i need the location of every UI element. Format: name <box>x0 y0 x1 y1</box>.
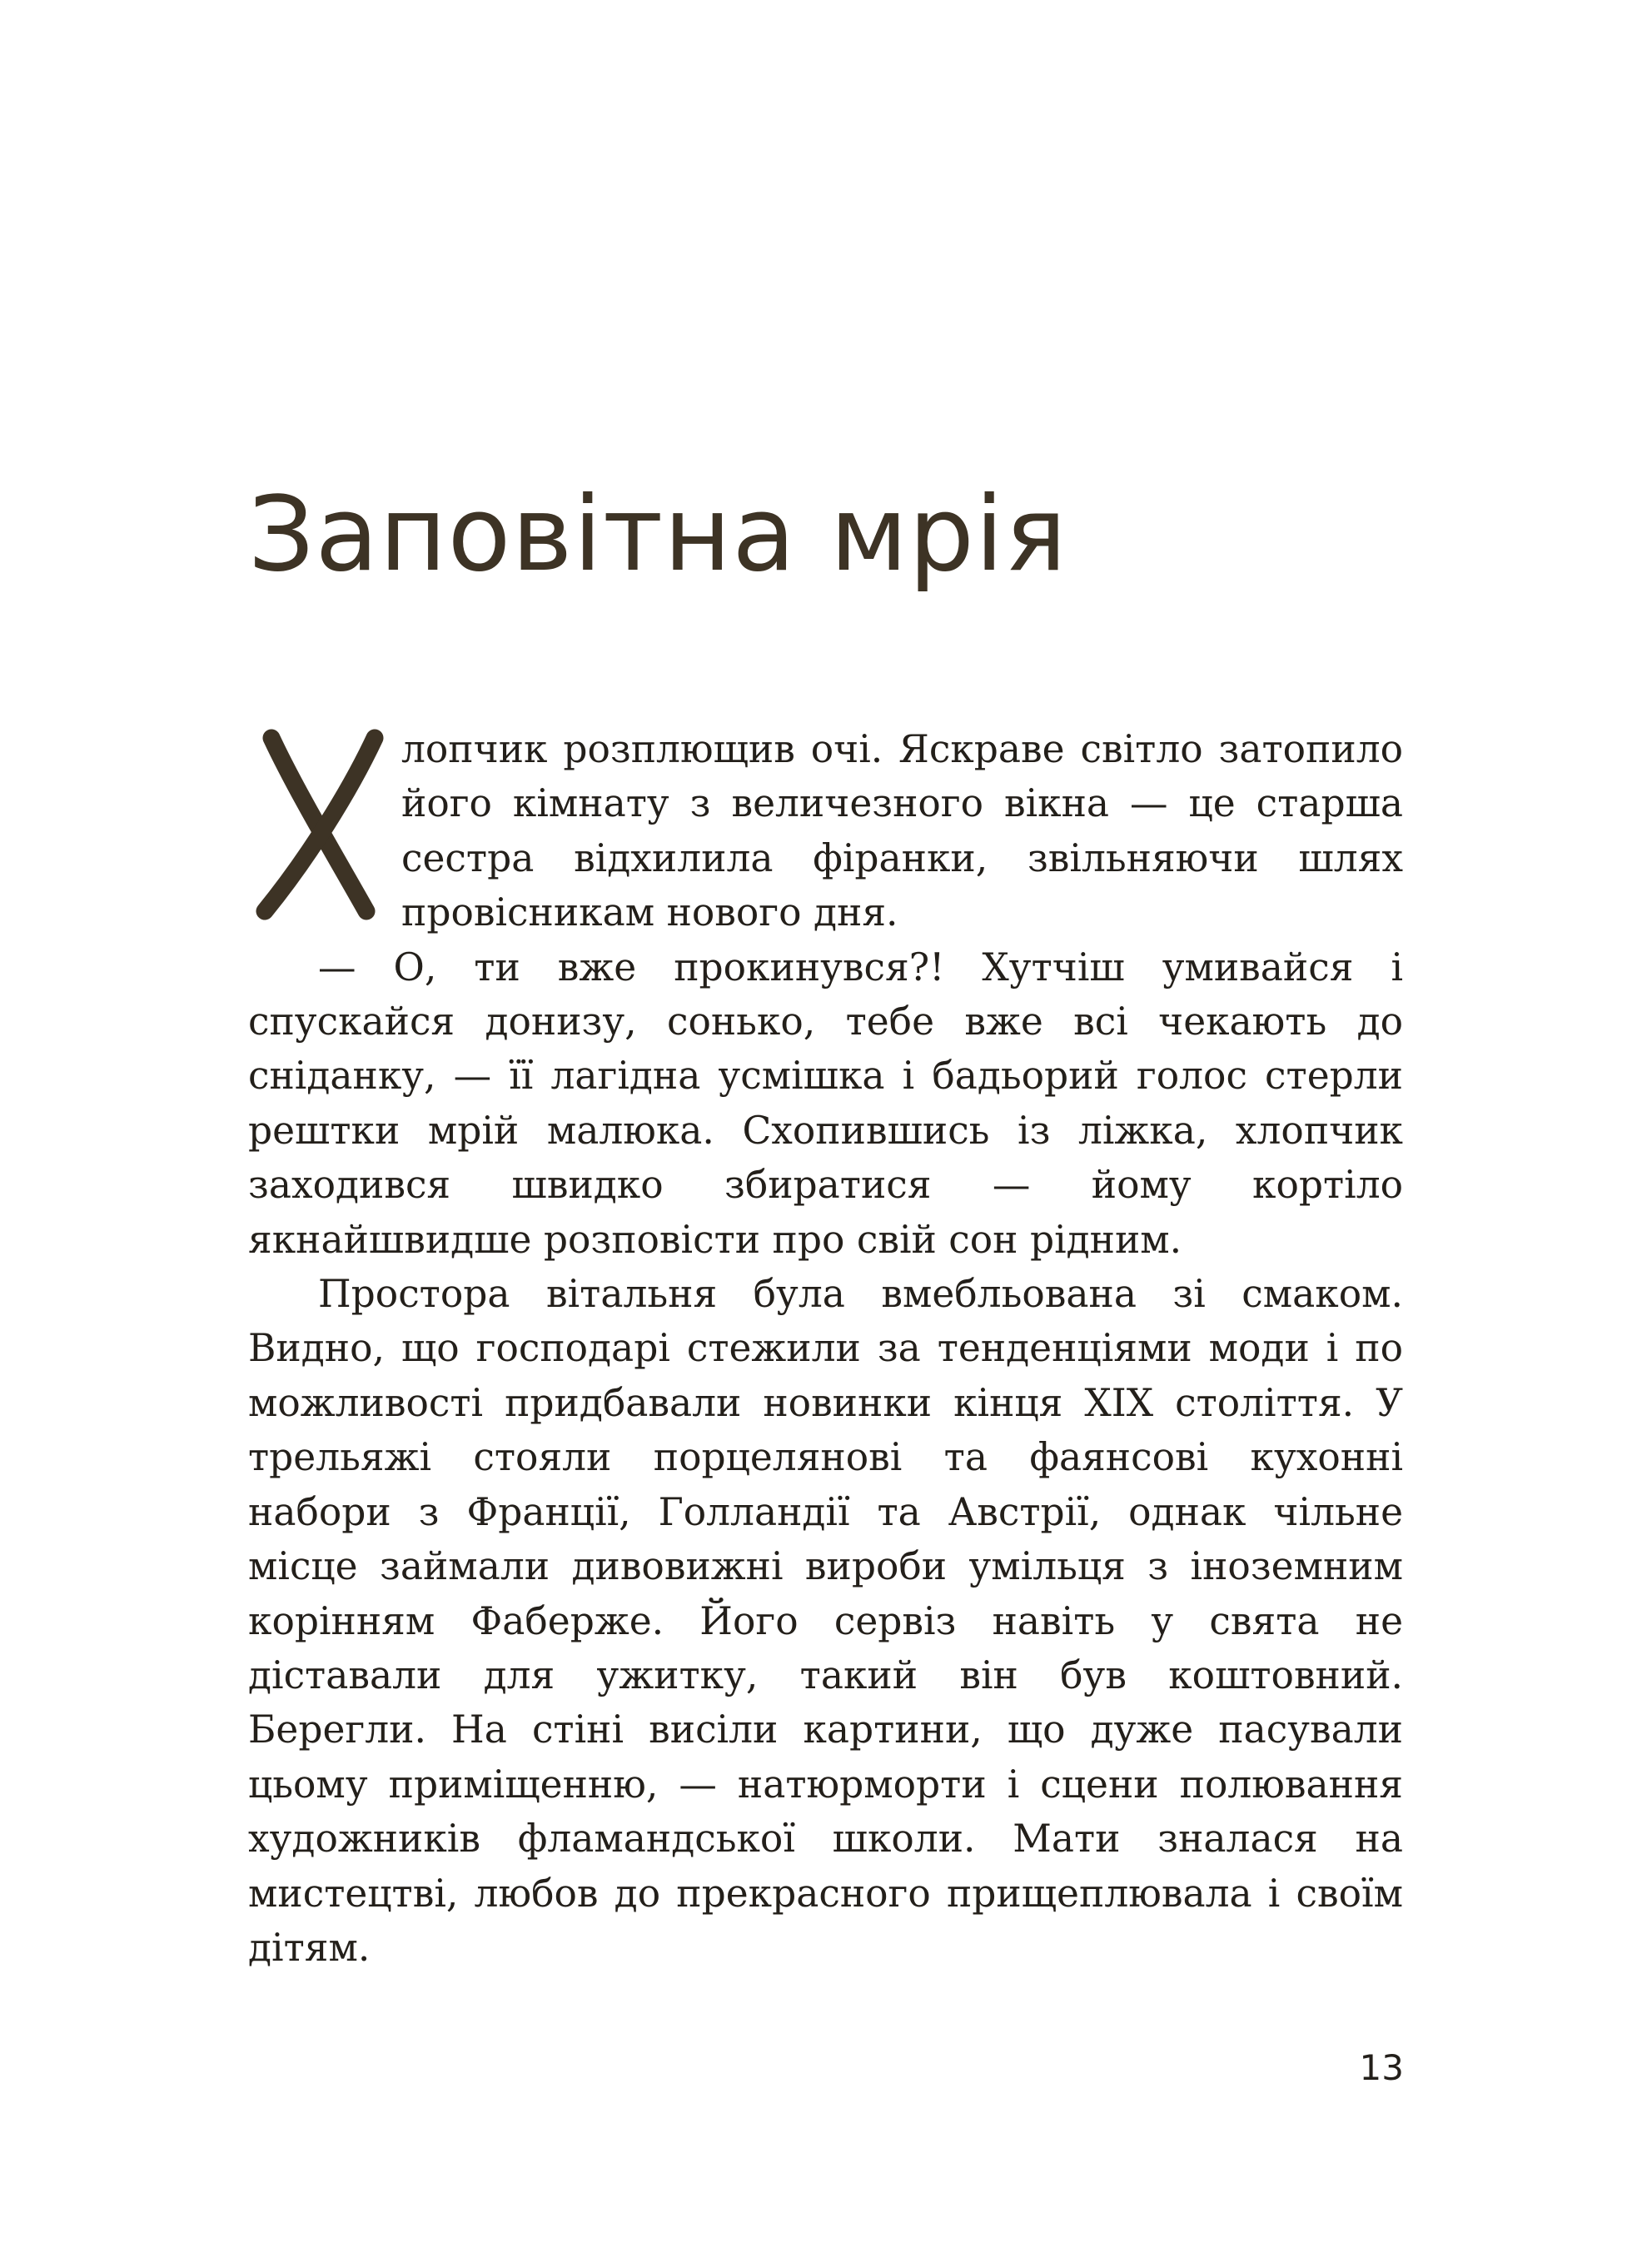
paragraph-3: Простора вітальня була вмебльована зі смаком. Видно, що господарі стежили за тенденціями моди і по можливості придбавали новинки кінця XIX століття. У трельяжі стояли порцелянові та фаянсові кухонні набори з Франції, Голландії та Австрії, однак чільне місце займали дивовижні вироби умільця з іноземним корінням Фаберже. Його сервіз навіть у свята не діставали для ужитку, такий він був коштовний. Берегли. На стіні висіли картини, що дуже пасували цьому приміщенню, — натюрморти і сцени полювання художників фламандської школи. Мати зналася на мистецтві, любов до прекрасного прищеплювала і своїм дітям. <box>248 1272 1403 1970</box>
dropcap-letter <box>248 725 388 925</box>
paragraph-1 <box>248 722 1403 940</box>
page-number: 13 <box>1359 2047 1404 2088</box>
paragraph-2: — О, ти вже прокинувся?! Хутчіш умивайся і спускайся донизу, сонько, тебе вже всі чекають до сніданку, — її лагідна усмішка і бадьорий голос стерли рештки мрій малюка. Схопившись із ліжка, хлопчик заходився швидко збиратися — йому кортіло якнайшвидше розповісти про свій сон рідним. <box>248 945 1403 1262</box>
paragraph-1-text: лопчик розплющив очі. Яскраве світло затопило його кімнату з величезного вікна — це старша сестра відхилила фіранки, звільняючи шлях провісникам нового дня. <box>401 727 1403 935</box>
chapter-title: Заповітна мрія <box>248 475 1067 595</box>
chapter-body <box>248 722 1403 1975</box>
